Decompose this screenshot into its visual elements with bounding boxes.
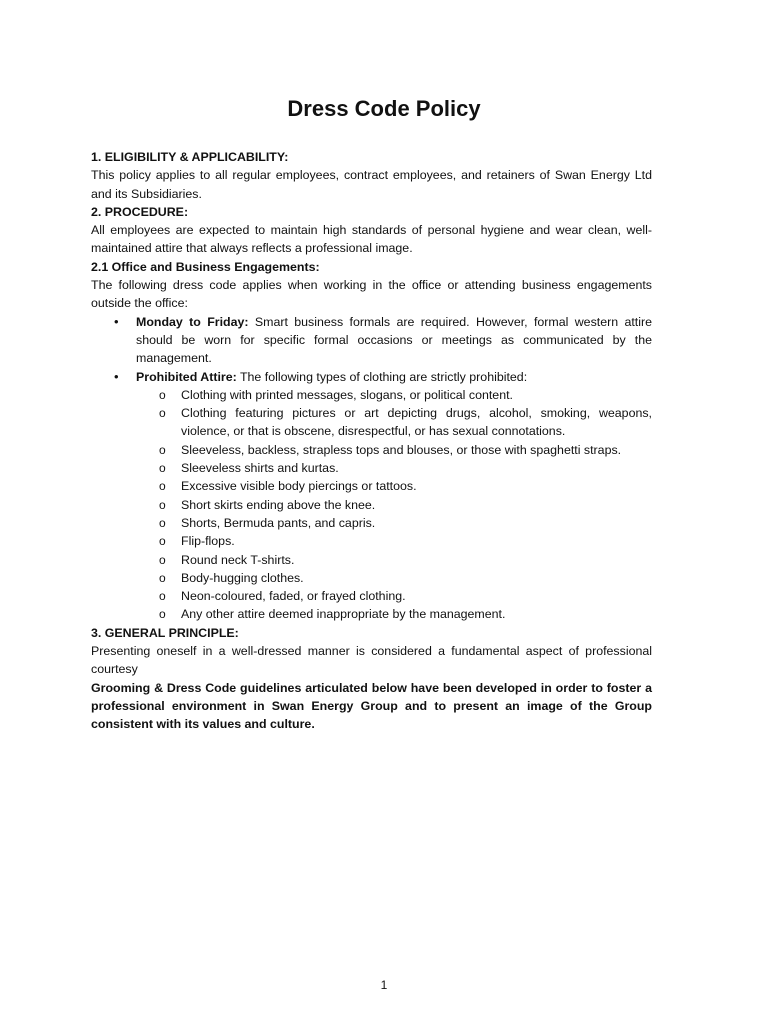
section-1-body: This policy applies to all regular employees, contract employees, and retainers of Swan Energy Ltd and its Subsidiaries. xyxy=(91,168,652,201)
section-2-1-body: The following dress code applies when working in the office or attending business engagements outside the office: xyxy=(91,278,652,311)
list-item: o Clothing with printed messages, slogans, or political content. xyxy=(181,386,652,404)
list-item: o Short skirts ending above the knee. xyxy=(181,496,652,514)
bullet-text: The following types of clothing are strictly prohibited: xyxy=(236,369,528,384)
section-2-1-heading: 2.1 Office and Business Engagements: xyxy=(91,259,320,274)
list-item: o Any other attire deemed inappropriate by the management. xyxy=(181,605,652,623)
section-3-bold-body: Grooming & Dress Code guidelines articulated below have been developed in order to foster a professional environment in Swan Energy Group and to present an image of the Group consistent with its values and culture. xyxy=(91,680,652,732)
list-item: o Excessive visible body piercings or tattoos. xyxy=(181,477,652,495)
list-item: o Sleeveless, backless, strapless tops and blouses, or those with spaghetti straps. xyxy=(181,441,652,459)
list-item: o Round neck T-shirts. xyxy=(181,551,652,569)
bullet-label: Monday to Friday: xyxy=(136,314,249,329)
section-2-heading: 2. PROCEDURE: xyxy=(91,204,189,219)
list-item: o Body-hugging clothes. xyxy=(181,569,652,587)
page-number: 1 xyxy=(380,978,388,992)
document-title: Dress Code Policy xyxy=(287,96,481,121)
bullet-monday-to-friday xyxy=(136,313,652,368)
bullet-label: Prohibited Attire: xyxy=(136,369,237,384)
section-2-body: All employees are expected to maintain high standards of personal hygiene and wear clean, well-maintained attire that always reflects a professional image. xyxy=(91,223,652,256)
prohibited-attire-list xyxy=(136,386,652,624)
section-1-heading: 1. ELIGIBILITY & APPLICABILITY: xyxy=(91,150,289,164)
list-item: o Clothing featuring pictures or art depicting drugs, alcohol, smoking, weapons, violence, or that is obscene, disrespectful, or has sexual connotations. xyxy=(181,404,652,441)
bullet-prohibited-attire xyxy=(136,368,652,624)
list-item: o Neon-coloured, faded, or frayed clothing. xyxy=(181,587,652,605)
list-item: o Sleeveless shirts and kurtas. xyxy=(181,459,652,477)
section-3-heading: 3. GENERAL PRINCIPLE: xyxy=(91,625,239,640)
dress-code-bullet-list xyxy=(91,313,652,624)
list-item: o Flip-flops. xyxy=(181,532,652,550)
section-3-body: Presenting oneself in a well-dressed manner is considered a fundamental aspect of professional courtesy xyxy=(91,644,652,677)
document-body xyxy=(91,148,652,734)
bullet-text: Smart business formals are required. However, formal western attire should be worn for specific formal occasions or meetings as communicated by the management. xyxy=(136,314,653,366)
list-item: o Shorts, Bermuda pants, and capris. xyxy=(181,514,652,532)
